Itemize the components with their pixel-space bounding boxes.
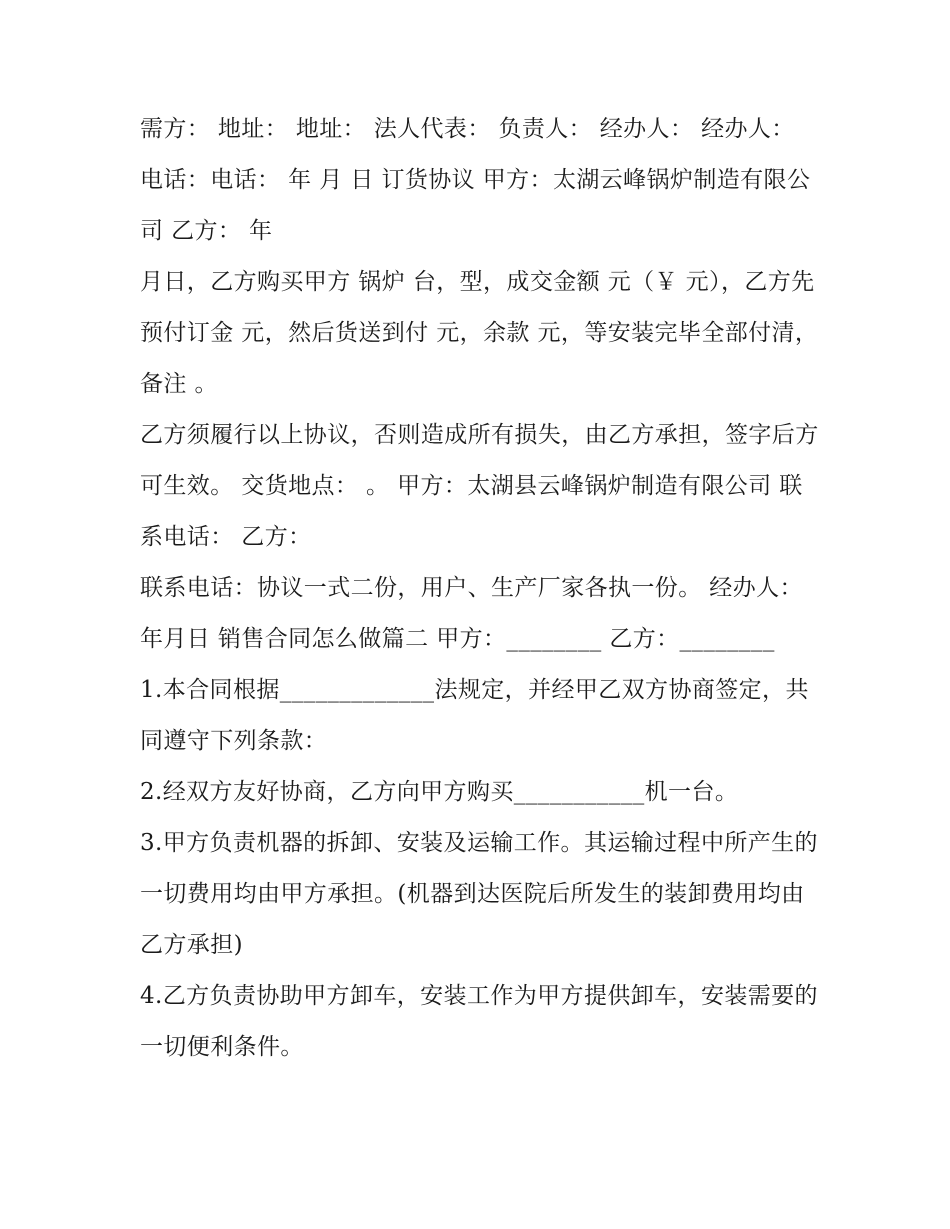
paragraph-order-agreement-header: 需方： 地址： 地址： 法人代表： 负责人： 经办人： 经办人： 电话：电话： 年 月 日 订货协议 甲方：太湖云峰锅炉制造有限公司 乙方： 年: [140, 116, 811, 244]
document-body: [140, 104, 820, 1073]
clause-1: 1.本合同根据_____________法规定，并经甲乙双方协商签定，共同遵守下列条款：: [140, 677, 809, 754]
clause-4: 4.乙方负责协助甲方卸车，安装工作为甲方提供卸车，安装需要的一切便利条件。: [140, 983, 818, 1060]
paragraph-contract-copies: 联系电话：协议一式二份，用户、生产厂家各执一份。 经办人： 年月日 销售合同怎么做篇二 甲方：________ 乙方：________: [140, 575, 803, 652]
paragraph-purchase-terms: 月日，乙方购买甲方 锅炉 台，型，成交金额 元（￥ 元），乙方先预付订金 元，然后货送到付 元，余款 元，等安装完毕全部付清，备注 。: [140, 269, 819, 397]
clause-2: 2.经双方友好协商，乙方向甲方购买___________机一台。: [140, 779, 739, 805]
paragraph-performance-clause: 乙方须履行以上协议，否则造成所有损失，由乙方承担，签字后方可生效。 交货地点： 。 甲方：太湖县云峰锅炉制造有限公司 联系电话： 乙方：: [140, 422, 819, 550]
clause-3: 3.甲方负责机器的拆卸、安装及运输工作。其运输过程中所产生的一切费用均由甲方承担。(机器到达医院后所发生的装卸费用均由乙方承担): [140, 830, 818, 958]
